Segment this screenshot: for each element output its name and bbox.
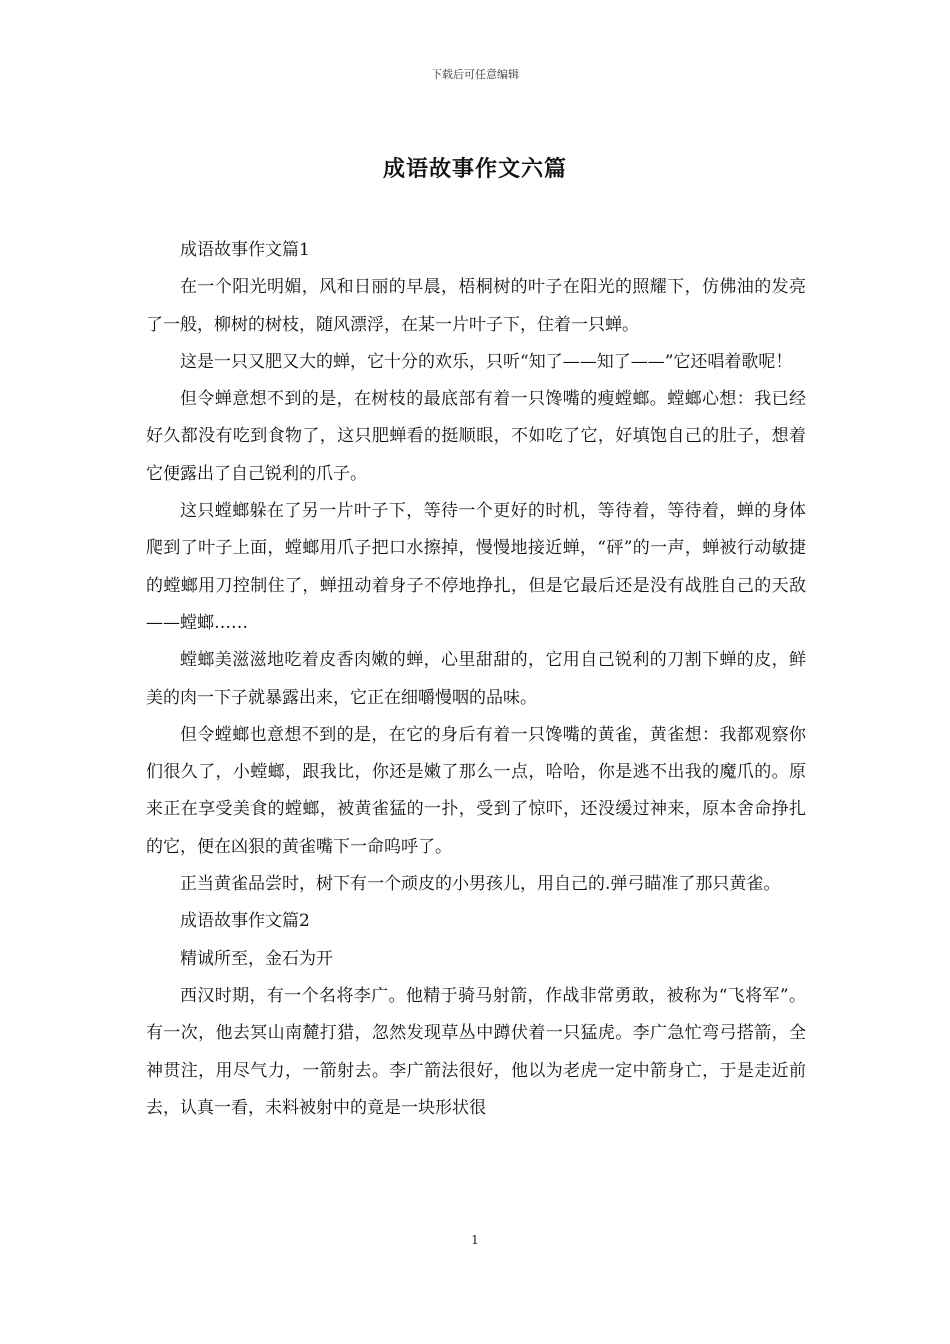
paragraph: 西汉时期，有一个名将李广。他精于骑马射箭，作战非常勇敢，被称为“飞将军”。有一次，他去冥山南麓打猎，忽然发现草丛中蹲伏着一只猛虎。李广急忙弯弓搭箭，全神贯注，用尽气力，一箭射去。李广箭法很好，他以为老虎一定中箭身亡，于是走近前去，认真一看，未料被射中的竟是一块形状很 [146,985,806,1118]
paragraph: 这是一只又肥又大的蝉，它十分的欢乐，只听“知了——知了——”它还唱着歌呢！ [180,351,793,372]
header-note: 下载后可任意编辑 [431,68,519,81]
paragraph: 但令螳螂也意想不到的是，在它的身后有着一只馋嘴的黄雀，黄雀想：我都观察你们很久了，小螳螂，跟我比，你还是嫩了那么一点，哈哈，你是逃不出我的魔爪的。原来正在享受美食的螳螂，被黄雀猛的一扑，受到了惊吓，还没缓过神来，原本舍命挣扎的它，便在凶狠的黄雀嘴下一命呜呼了。 [146,724,806,857]
paragraph: 正当黄雀品尝时，树下有一个顽皮的小男孩儿，用自己的.弹弓瞄准了那只黄雀。 [180,874,781,895]
section-heading-2: 成语故事作文篇2 [180,911,310,932]
document-body [146,232,806,1127]
page-number: 1 [471,1233,479,1247]
paragraph: 在一个阳光明媚，风和日丽的早晨，梧桐树的叶子在阳光的照耀下，仿佛油的发亮了一般，柳树的树枝，随风漂浮，在某一片叶子下，住着一只蝉。 [146,277,806,335]
story-subtitle: 精诚所至，金石为开 [180,948,333,969]
section-heading-1: 成语故事作文篇1 [180,240,310,260]
page-title: 成语故事作文六篇 [382,156,567,182]
paragraph: 这只螳螂躲在了另一片叶子下，等待一个更好的时机，等待着，等待着，蝉的身体爬到了叶子上面，螳螂用爪子把口水擦掉，慢慢地接近蝉，“砰”的一声，蝉被行动敏捷的螳螂用刀控制住了，蝉扭动着身子不停地挣扎，但是它最后还是没有战胜自己的天敌——螳螂…… [146,501,806,633]
paragraph: 螳螂美滋滋地吃着皮香肉嫩的蝉，心里甜甜的，它用自己锐利的刀割下蝉的皮，鲜美的肉一下子就暴露出来，它正在细嚼慢咽的品味。 [146,650,806,708]
paragraph: 但令蝉意想不到的是，在树枝的最底部有着一只馋嘴的瘦螳螂。螳螂心想：我已经好久都没有吃到食物了，这只肥蝉看的挺顺眼，不如吃了它，好填饱自己的肚子，想着它便露出了自己锐利的爪子。 [146,389,806,484]
